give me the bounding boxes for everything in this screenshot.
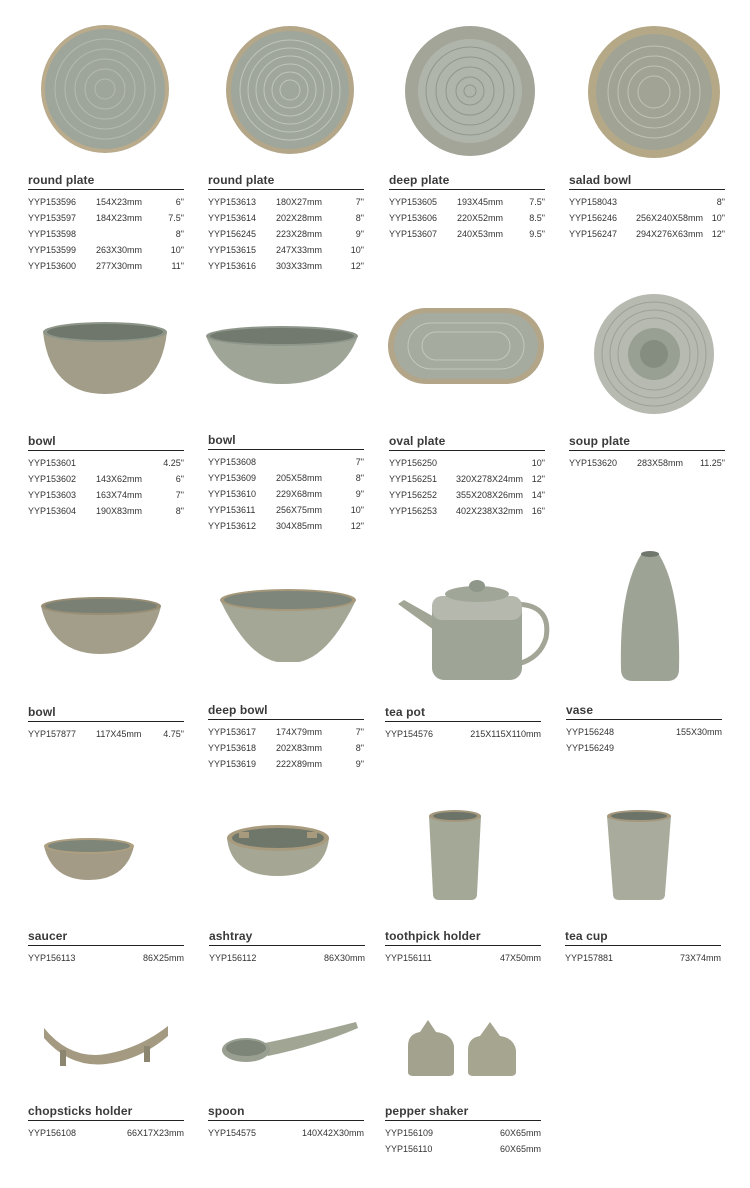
item-diameter: 8" [175,229,184,239]
spec-row [28,950,184,966]
round-plate-image [38,22,172,156]
item-code: YYP153611 [208,505,256,515]
item-dimensions: 240X53mm [457,229,504,239]
item-code: YYP153614 [208,213,257,223]
spec-row [28,1125,184,1141]
product-title: bowl [28,434,184,451]
spec-row [28,226,184,242]
item-dimensions: 220X52mm [457,213,504,223]
spec-row [28,242,184,258]
item-dimensions: 355X208X26mm [455,490,523,500]
item-diameter: 7.5" [529,197,545,207]
item-dimensions: 223X28mm [276,229,323,239]
item-dimensions: 117X45mm [96,729,142,739]
spec-row [389,210,545,226]
item-code: YYP154576 [385,729,434,739]
item-dimensions: 202X28mm [276,213,323,223]
item-dimensions [276,454,342,470]
item-dimensions: 47X50mm [499,953,541,963]
product-saucer [28,929,184,966]
item-dimensions: 263X30mm [96,245,143,255]
item-dimensions: 303X33mm [276,261,323,271]
item-dimensions: 73X74mm [679,953,721,963]
item-diameter: 11" [171,261,184,271]
item-dimensions: 256X75mm [276,505,323,515]
item-diameter: 12" [350,521,364,531]
item-diameter: 6" [175,474,184,484]
bowl-image [204,322,360,388]
item-diameter: 8" [355,743,364,753]
spec-row [28,503,184,519]
spec-row [389,471,545,487]
spec-row [389,503,545,519]
item-dimensions: 140X42X30mm [301,1128,364,1138]
item-dimensions: 283X58mm [637,458,684,468]
item-code: YYP153605 [389,197,438,207]
product-bowl [208,433,364,534]
spec-row [208,226,364,242]
bowl-image [40,318,170,398]
item-diameter: 11.25" [699,458,725,468]
item-dimensions: 320X278X24mm [455,474,523,484]
item-diameter: 10" [350,505,364,515]
product-pepper-shaker [385,1104,541,1157]
product-toothpick-holder [385,929,541,966]
item-dimensions: 215X115X110mm [470,729,541,739]
item-dimensions: 304X85mm [276,521,323,531]
item-code: YYP156109 [385,1128,434,1138]
item-diameter: 10" [711,213,725,223]
product-title: deep bowl [208,703,364,720]
spec-row [566,724,722,740]
product-spoon [208,1104,364,1141]
product-title: ashtray [209,929,365,946]
item-diameter: 8.5" [529,213,545,223]
spec-row [208,1125,364,1141]
spec-row [28,210,184,226]
item-diameter: 7" [355,457,364,467]
spec-row [385,1125,541,1141]
item-dimensions: 66X17X23mm [126,1128,184,1138]
spec-row [208,210,364,226]
item-code: YYP156250 [389,458,438,468]
spoon-image [220,1018,360,1064]
spec-row [208,486,364,502]
spec-row [208,502,364,518]
item-code: YYP153599 [28,245,77,255]
spec-row [208,724,364,740]
pepper-shaker-image [406,1016,518,1078]
spec-row [208,740,364,756]
spec-row [208,194,364,210]
item-dimensions: 143X62mm [96,474,143,484]
product-soup-plate [569,434,725,471]
bowl-image [38,594,164,656]
item-dimensions: 256X240X58mm [635,213,703,223]
item-code: YYP153604 [28,506,77,516]
item-code: YYP156111 [385,953,432,963]
product-title: salad bowl [569,173,725,190]
item-dimensions [96,455,162,471]
item-code: YYP156113 [28,953,76,963]
product-salad-bowl [569,173,725,242]
saucer-image [42,836,136,882]
item-diameter: 12" [711,229,725,239]
tea-cup-image [605,808,673,902]
item-code: YYP156112 [209,953,257,963]
item-diameter: 9" [355,489,364,499]
item-dimensions: 154X23mm [96,197,143,207]
product-bowl [28,434,184,519]
spec-row [565,950,721,966]
item-code: YYP153620 [569,458,618,468]
item-code: YYP153607 [389,229,438,239]
product-tea-pot [385,705,541,742]
product-title: pepper shaker [385,1104,541,1121]
item-dimensions [457,455,523,471]
item-code: YYP153617 [208,727,257,737]
product-ashtray [209,929,365,966]
salad-bowl-image [586,24,722,160]
item-dimensions: 155X30mm [675,727,722,737]
item-code: YYP156252 [389,490,438,500]
item-diameter: 14" [531,490,545,500]
item-dimensions: 193X45mm [457,197,504,207]
item-code: YYP154575 [208,1128,257,1138]
item-code: YYP153603 [28,490,77,500]
product-vase [566,703,722,756]
item-code: YYP156253 [389,506,438,516]
item-dimensions: 229X68mm [276,489,323,499]
product-title: tea pot [385,705,541,722]
item-diameter: 7" [355,197,364,207]
product-title: round plate [208,173,364,190]
item-code: YYP153608 [208,457,257,467]
item-dimensions: 277X30mm [96,261,143,271]
item-code: YYP153610 [208,489,257,499]
spec-row [208,454,364,470]
spec-row [566,740,722,756]
product-oval-plate [389,434,545,519]
item-dimensions: 294X276X63mm [635,229,703,239]
item-diameter: 6" [175,197,184,207]
item-dimensions: 163X74mm [96,490,143,500]
item-diameter: 7" [175,490,184,500]
product-title: saucer [28,929,184,946]
spec-row [385,726,541,742]
spec-row [385,1141,541,1157]
spec-row [385,950,541,966]
spec-row [28,726,184,742]
item-diameter: 9" [355,759,364,769]
spec-row [389,455,545,471]
item-dimensions: 86X25mm [142,953,184,963]
spec-row [208,470,364,486]
product-title: vase [566,703,722,720]
deep-bowl-image [217,586,359,668]
item-diameter: 12" [531,474,545,484]
item-code: YYP153615 [208,245,257,255]
item-code: YYP156247 [569,229,618,239]
vase-image [617,549,683,683]
chopsticks-holder-image [40,1020,172,1070]
spec-row [208,258,364,274]
spec-row [28,194,184,210]
spec-row [569,226,725,242]
item-dimensions: 184X23mm [96,213,143,223]
item-dimensions: 60X65mm [499,1144,541,1154]
item-dimensions [96,226,162,242]
item-dimensions: 190X83mm [96,506,143,516]
spec-row [28,258,184,274]
spec-row [209,950,365,966]
tea-pot-image [396,578,552,682]
item-dimensions [634,740,722,756]
spec-row [28,455,184,471]
item-diameter: 10" [350,245,364,255]
item-diameter: 12" [350,261,364,271]
spec-row [28,471,184,487]
item-diameter: 8" [175,506,184,516]
item-diameter: 8" [355,473,364,483]
toothpick-holder-image [427,808,483,902]
product-title: spoon [208,1104,364,1121]
item-diameter: 10" [531,458,545,468]
item-code: YYP153612 [208,521,257,531]
item-dimensions: 247X33mm [276,245,323,255]
item-code: YYP153613 [208,197,257,207]
item-code: YYP153618 [208,743,257,753]
item-diameter: 9" [355,229,364,239]
item-code: YYP153616 [208,261,257,271]
deep-plate-image [403,24,537,158]
item-code: YYP153609 [208,473,257,483]
item-code: YYP156110 [385,1144,433,1154]
spec-row [389,487,545,503]
item-code: YYP153598 [28,229,77,239]
item-code: YYP153602 [28,474,77,484]
oval-plate-image [386,306,546,386]
item-diameter: 16" [531,506,545,516]
soup-plate-image [593,293,715,415]
spec-row [389,226,545,242]
item-code: YYP157877 [28,729,77,739]
item-diameter: 4.75" [163,729,184,739]
item-code: YYP153619 [208,759,257,769]
spec-row [28,487,184,503]
item-code: YYP153606 [389,213,438,223]
item-code: YYP156249 [566,743,615,753]
item-diameter: 10" [170,245,184,255]
product-title: bowl [208,433,364,450]
product-title: chopsticks holder [28,1104,184,1121]
round-plate-image [224,24,356,156]
spec-row [389,194,545,210]
item-code: YYP156246 [569,213,618,223]
item-dimensions: 402X238X32mm [455,506,523,516]
item-dimensions: 60X65mm [499,1128,541,1138]
spec-row [569,455,725,471]
item-code: YYP158043 [569,197,618,207]
product-deep-bowl [208,703,364,772]
item-dimensions [637,194,703,210]
spec-row [208,756,364,772]
item-dimensions: 180X27mm [276,197,323,207]
product-round-plate [208,173,364,274]
product-tea-cup [565,929,721,966]
product-round-plate [28,173,184,274]
item-diameter: 9.5" [529,229,545,239]
item-dimensions: 202X83mm [276,743,323,753]
product-bowl [28,705,184,742]
item-code: YYP156108 [28,1128,77,1138]
product-title: oval plate [389,434,545,451]
product-title: bowl [28,705,184,722]
product-chopsticks-holder [28,1104,184,1141]
item-code: YYP156248 [566,727,615,737]
item-code: YYP153596 [28,197,77,207]
item-diameter: 8" [355,213,364,223]
item-diameter: 7" [355,727,364,737]
item-dimensions: 222X89mm [276,759,323,769]
item-diameter: 7.5" [168,213,184,223]
product-deep-plate [389,173,545,242]
item-code: YYP153597 [28,213,77,223]
item-dimensions: 174X79mm [276,727,323,737]
spec-row [208,518,364,534]
item-code: YYP156251 [389,474,438,484]
spec-row [569,210,725,226]
item-code: YYP153600 [28,261,77,271]
item-dimensions: 86X30mm [323,953,365,963]
product-title: round plate [28,173,184,190]
item-dimensions: 205X58mm [276,473,323,483]
product-title: soup plate [569,434,725,451]
item-code: YYP153601 [28,458,77,468]
item-code: YYP156245 [208,229,257,239]
item-diameter: 4.25" [163,458,184,468]
ashtray-image [225,822,331,878]
product-title: tea cup [565,929,721,946]
product-title: deep plate [389,173,545,190]
spec-row [208,242,364,258]
item-diameter: 8" [716,197,725,207]
spec-row [569,194,725,210]
item-code: YYP157881 [565,953,614,963]
product-title: toothpick holder [385,929,541,946]
